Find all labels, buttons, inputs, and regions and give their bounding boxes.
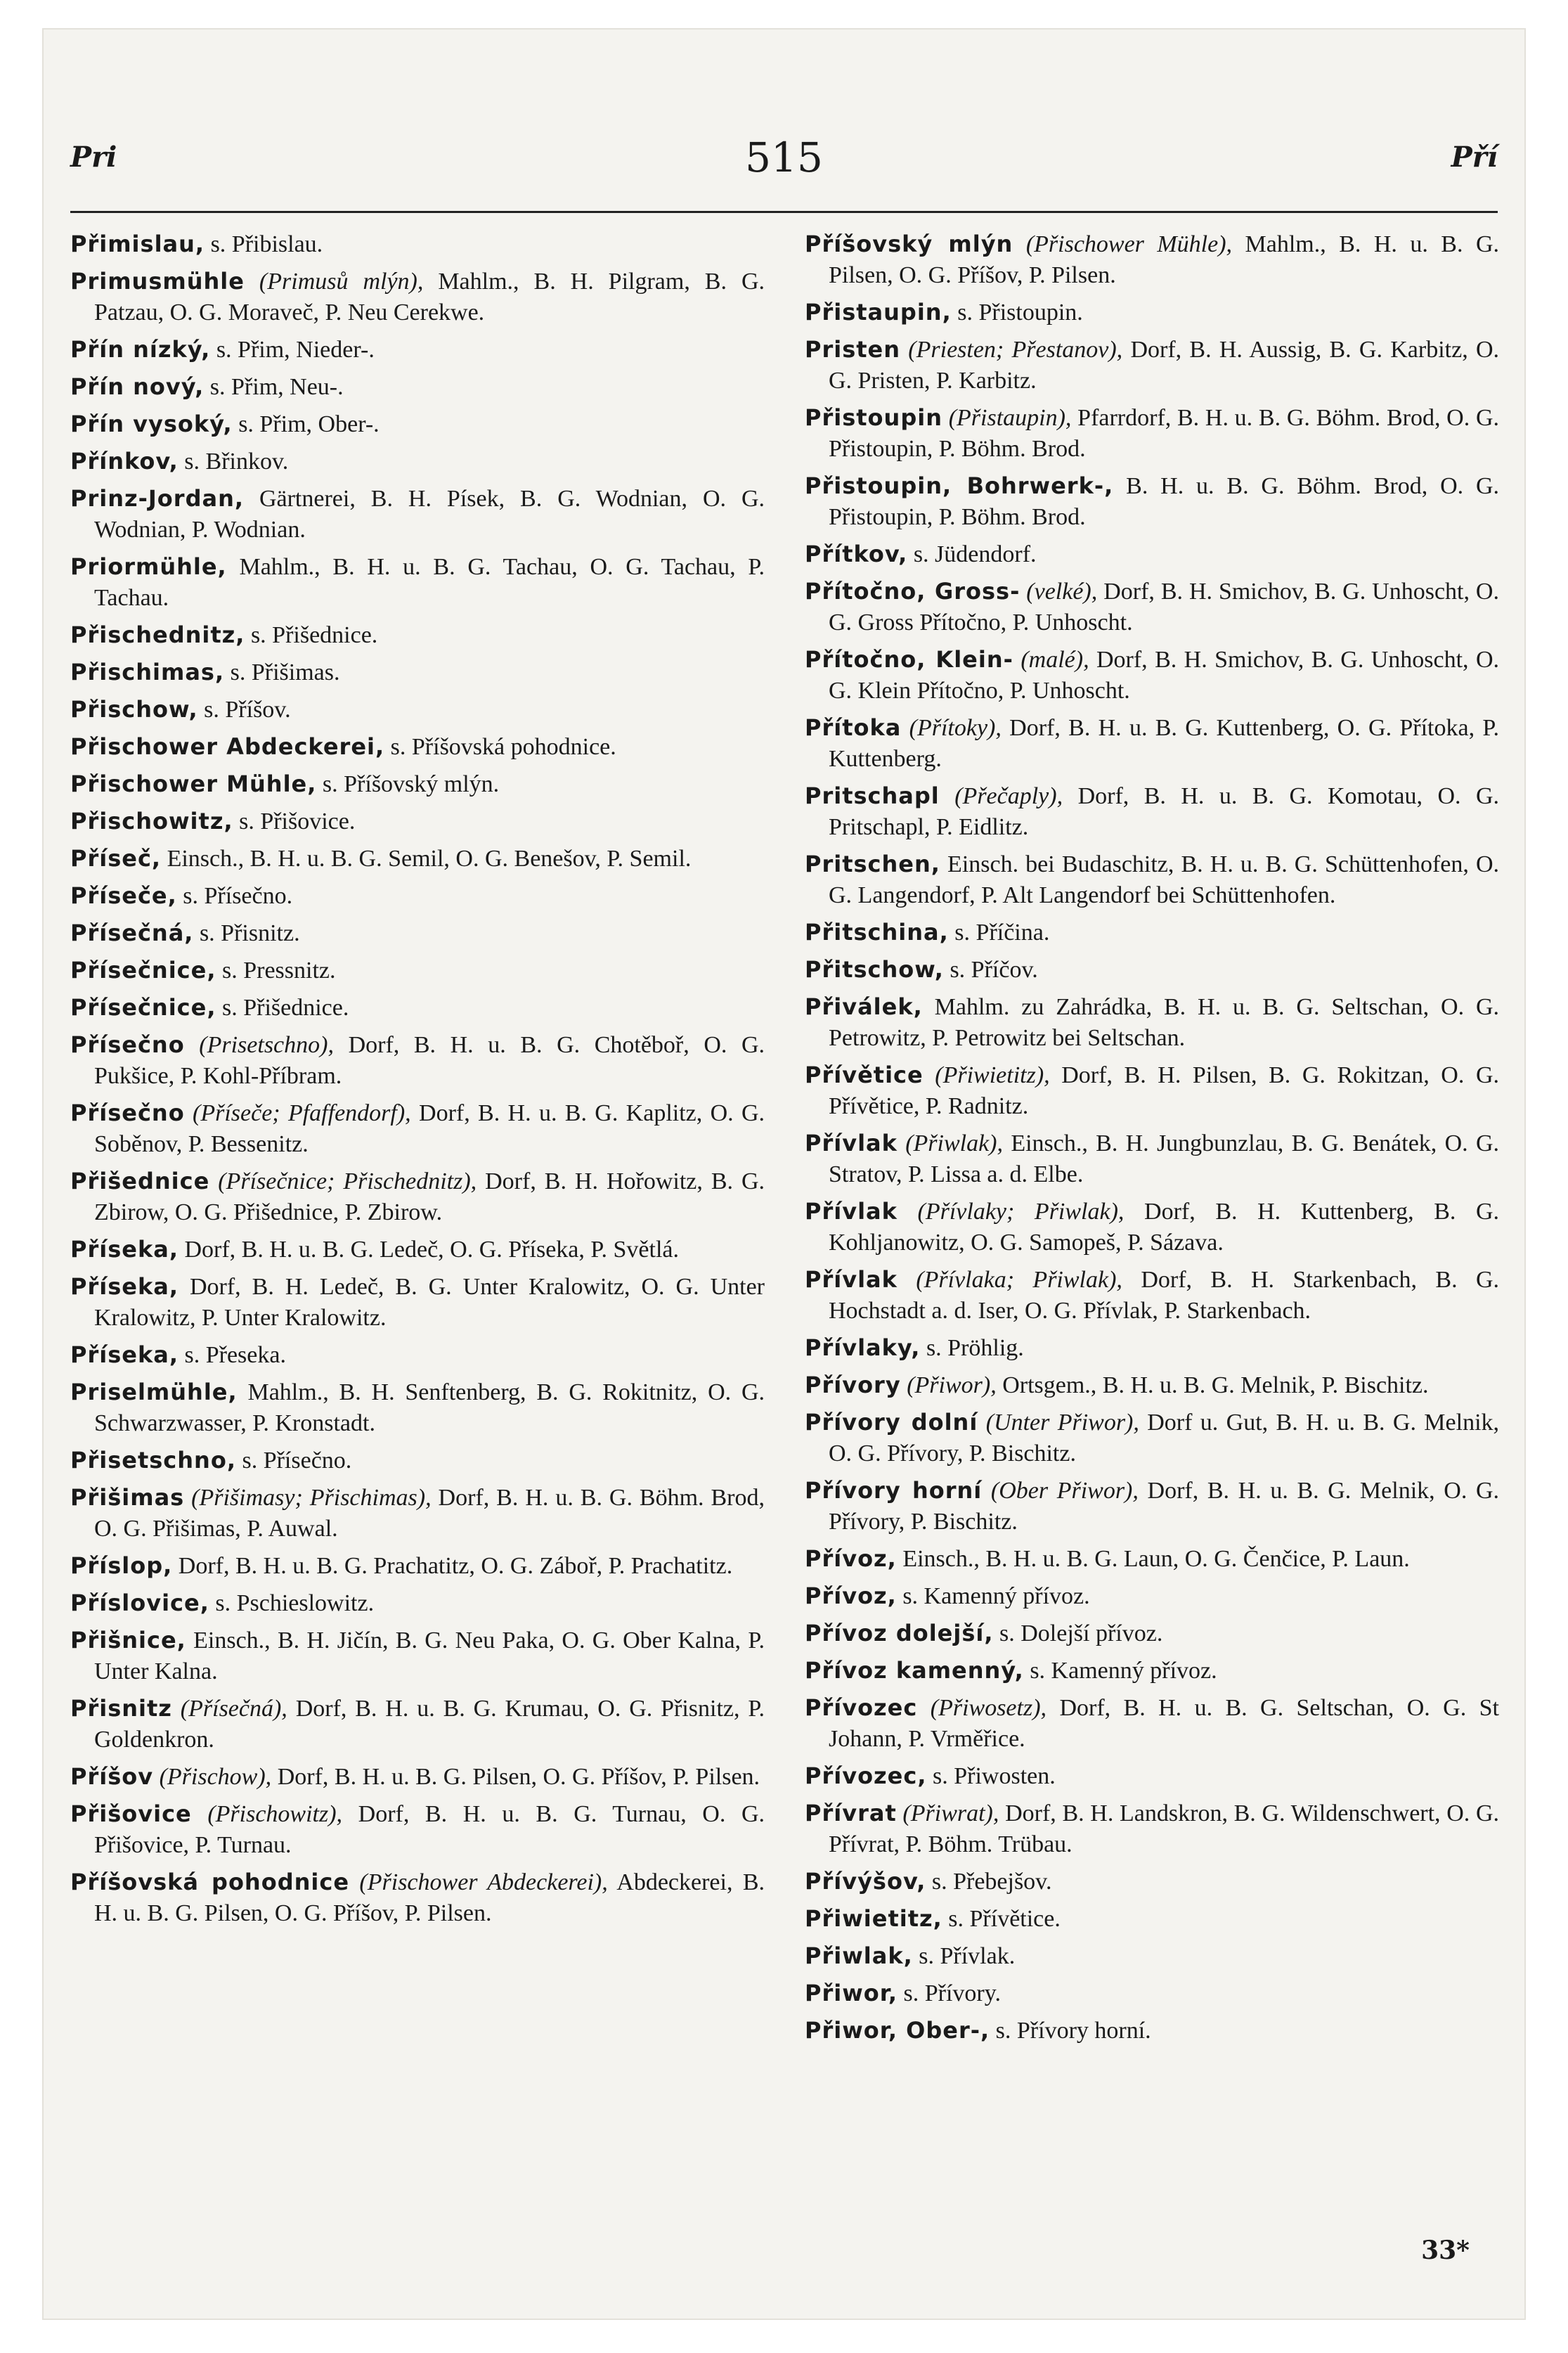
entry-headword: Přívlak [805,1130,898,1156]
entry-description: s. Přim, Nieder-. [216,337,375,363]
dictionary-entry [70,1029,765,1092]
dictionary-entry [70,1693,765,1755]
entry-headword: Příseč, [70,845,162,872]
dictionary-entry [805,1618,1499,1649]
entry-headword: Pritschapl [805,782,940,809]
entry-alternate-name: (Přečaply), [954,783,1063,809]
entry-description: Dorf, B. H. u. B. G. Turnau, O. G. Přišovice, P. Turnau. [94,1801,765,1858]
entry-headword: Příšov [70,1763,154,1790]
entry-description: Dorf, B. H. Smichov, B. G. Unhoscht, O. G. Gross Přítočno, P. Unhoscht. [829,579,1499,636]
entry-headword: Pristen [805,336,901,363]
entry-headword: Přívlak [805,1266,898,1293]
entry-headword: Prinz-Jordan, [70,485,244,512]
entry-alternate-name: (Primusů mlýn), [259,269,424,295]
entry-description: Dorf, B. H. u. B. G. Kuttenberg, O. G. Přítoka, P. Kuttenberg. [829,715,1500,772]
left-column [70,228,765,1935]
dictionary-entry [70,806,765,837]
entry-headword: Přívory dolní [805,1409,978,1436]
entry-headword: Pritschen, [805,851,940,877]
entry-description: Dorf, B. H. Ledeč, B. G. Unter Kralowitz, O. G. Unter Kralowitz, P. Unter Kralowitz. [94,1274,765,1331]
entry-alternate-name: (Přiwlak), [905,1130,1004,1156]
entry-headword: Přišovice [70,1800,192,1827]
dictionary-entry [70,1445,765,1476]
entry-description: s. Přívory horní. [995,2018,1151,2044]
entry-description: s. Příčov. [950,957,1038,983]
entry-alternate-name: (Přísečná), [180,1696,287,1722]
dictionary-entry [805,1332,1499,1364]
dictionary-entry [805,297,1499,328]
entry-alternate-name: (Přiwietitz), [935,1062,1050,1088]
entry-description: Mahlm., B. H. Senftenberg, B. G. Rokitnitz, O. G. Schwarzwasser, P. Kronstadt. [94,1379,765,1436]
entry-description: Einsch., B. H. u. B. G. Laun, O. G. Čenčice, P. Laun. [902,1546,1410,1572]
dictionary-entry [70,334,765,366]
entry-description: s. Přistoupin. [957,299,1083,325]
dictionary-entry [805,1196,1499,1258]
entry-alternate-name: (Přítoky), [909,715,1002,741]
entry-headword: Přívozec [805,1694,918,1721]
entry-headword: Přiwlak, [805,1942,913,1969]
signature-mark: 33* [1421,2236,1470,2265]
entry-description: Dorf, B. H. Hořowitz, B. G. Zbirow, O. G. Přišednice, P. Zbirow. [94,1168,765,1225]
entry-headword: Přitschina, [805,919,949,946]
entry-alternate-name: (Přischower Mühle), [1025,231,1233,257]
entry-headword: Příseka, [70,1273,179,1300]
dictionary-entry [70,1625,765,1687]
entry-description: Dorf, B. H. Starkenbach, B. G. Hochstadt a. d. Iser, O. G. Přívlak, P. Starkenbach. [829,1267,1500,1324]
entry-description: Dorf, B. H. u. B. G. Seltschan, O. G. St Johann, P. Vrměřice. [829,1695,1499,1752]
page-sheet [42,28,1526,2320]
entry-description: s. Přísečno. [242,1448,352,1474]
entry-headword: Přiválek, [805,993,923,1020]
entry-headword: Primusmühle [70,268,245,295]
entry-headword: Přišednice [70,1168,210,1194]
entry-alternate-name: (Příseče; Pfaffendorf), [193,1100,411,1126]
dictionary-entry [805,712,1499,775]
entry-description: s. Kamenný přívoz. [902,1583,1090,1609]
dictionary-entry [70,917,765,949]
dictionary-entry [70,266,765,328]
dictionary-entry [70,694,765,726]
header-rule [70,211,1498,213]
entry-description: Mahlm. zu Zahrádka, B. H. u. B. G. Seltschan, O. G. Petrowitz, P. Petrowitz bei Seltschan. [829,994,1500,1051]
entry-alternate-name: (Přistaupin), [948,405,1072,431]
entry-description: Dorf, B. H. u. B. G. Komotau, O. G. Pritschapl, P. Eidlitz. [829,783,1500,840]
dictionary-entry [70,1271,765,1334]
dictionary-entry [805,402,1499,465]
entry-description: Dorf, B. H. u. B. G. Melnik, O. G. Přívory, P. Bischitz. [829,1478,1499,1535]
entry-alternate-name: (Přísečnice; Přischednitz), [218,1168,477,1194]
entry-headword: Přiwor, Ober-, [805,2017,990,2044]
entry-alternate-name: (Priesten; Přestanov), [908,337,1123,363]
dictionary-entry [805,780,1499,843]
entry-description: Dorf, B. H. Smichov, B. G. Unhoscht, O. G. Klein Přítočno, P. Unhoscht. [829,647,1500,704]
dictionary-entry [805,539,1499,570]
entry-description: Pfarrdorf, B. H. u. B. G. Böhm. Brod, O. G. Přistoupin, P. Böhm. Brod. [829,405,1500,462]
dictionary-entry [805,1128,1499,1190]
dictionary-entry [805,991,1499,1054]
dictionary-entry [805,470,1499,533]
right-column [805,228,1499,2052]
dictionary-entry [70,955,765,986]
dictionary-entry [70,408,765,440]
dictionary-entry [805,1760,1499,1792]
entry-description: Ortsgem., B. H. u. B. G. Melnik, P. Bischitz. [1002,1372,1429,1398]
entry-headword: Příslovice, [70,1590,209,1616]
dictionary-entry [805,1978,1499,2009]
entry-description: s. Jüdendorf. [913,541,1037,567]
entry-description: s. Přišednice. [222,995,349,1021]
entry-alternate-name: (Přívlaka; Přiwlak), [916,1267,1122,1293]
entry-description: s. Přebejšov. [931,1869,1052,1895]
entry-description: s. Přišimas. [230,659,340,685]
dictionary-entry [805,1059,1499,1122]
entry-description: Dorf u. Gut, B. H. u. B. G. Melnik, O. G. Přívory, P. Bischitz. [829,1410,1500,1466]
dictionary-entry [805,1655,1499,1687]
entry-description: Dorf, B. H. u. B. G. Ledeč, O. G. Příseka, P. Světlá. [184,1237,680,1263]
entry-headword: Přívozec, [805,1762,927,1789]
entry-description: Dorf, B. H. Pilsen, B. G. Rokitzan, O. G. Přívětice, P. Radnitz. [829,1062,1499,1119]
entry-description: B. H. u. B. G. Böhm. Brod, O. G. Přistoupin, P. Böhm. Brod. [829,473,1500,530]
dictionary-entry [70,1587,765,1619]
entry-headword: Přívrat [805,1800,897,1826]
entry-description: s. Přeseka. [184,1342,286,1368]
entry-description: Einsch. bei Budaschitz, B. H. u. B. G. Schüttenhofen, O. G. Langendorf, P. Alt Langendorf bei Schüttenhofen. [829,851,1500,908]
entry-description: Dorf, B. H. u. B. G. Chotěboř, O. G. Pukšice, P. Kohl-Příbram. [94,1032,765,1089]
dictionary-entry [805,1369,1499,1401]
dictionary-entry [805,228,1499,291]
dictionary-entry [70,1097,765,1160]
entry-description: Mahlm., B. H. u. B. G. Pilsen, O. G. Příšov, P. Pilsen. [829,231,1500,288]
entry-headword: Přívory [805,1372,901,1398]
dictionary-entry [70,1482,765,1545]
entry-headword: Přiwor, [805,1980,898,2006]
entry-description: s. Přiwosten. [933,1763,1056,1789]
entry-headword: Příslop, [70,1552,173,1579]
entry-description: Mahlm., B. H. u. B. G. Tachau, O. G. Tachau, P. Tachau. [94,554,765,611]
dictionary-entry [805,334,1499,397]
entry-description: Dorf, B. H. u. B. G. Prachatitz, O. G. Záboř, P. Prachatitz. [178,1553,733,1579]
entry-headword: Příšovský mlýn [805,231,1013,257]
entry-headword: Přisetschno, [70,1447,236,1474]
entry-headword: Přítkov, [805,541,908,567]
entry-alternate-name: (Přischowitz), [207,1801,343,1827]
entry-headword: Přítočno, Gross- [805,578,1021,605]
entry-headword: Příseče, [70,882,177,909]
dictionary-entry [805,2015,1499,2046]
dictionary-entry [805,1798,1499,1860]
entry-headword: Přísečno [70,1031,185,1058]
entry-description: s. Břinkov. [184,449,289,475]
dictionary-entry [805,1475,1499,1537]
entry-description: Dorf, B. H. u. B. G. Pilsen, O. G. Příšov, P. Pilsen. [277,1764,760,1790]
entry-description: Dorf, B. H. Kuttenberg, B. G. Kohljanowitz, O. G. Samopeš, P. Sázava. [829,1199,1500,1256]
entry-headword: Přívoz, [805,1545,897,1572]
dictionary-entry [805,849,1499,911]
dictionary-entry [70,1798,765,1861]
entry-description: Einsch., B. H. u. B. G. Semil, O. G. Benešov, P. Semil. [167,846,692,872]
entry-alternate-name: (Přišimasy; Přischimas), [191,1485,432,1511]
entry-headword: Přívětice [805,1062,924,1088]
entry-headword: Přistaupin, [805,299,952,325]
dictionary-entry [70,992,765,1024]
dictionary-entry [70,371,765,403]
dictionary-entry [805,644,1499,707]
entry-headword: Příseka, [70,1341,179,1368]
entry-description: s. Kamenný přívoz. [1030,1658,1217,1684]
entry-headword: Přínkov, [70,448,179,475]
dictionary-entry [805,576,1499,638]
entry-alternate-name: (Přiwrat), [902,1800,999,1826]
dictionary-entry [70,731,765,763]
entry-headword: Přívoz, [805,1582,897,1609]
entry-headword: Priormühle, [70,553,227,580]
dictionary-entry [70,1339,765,1371]
entry-headword: Přín nový, [70,373,205,400]
dictionary-entry [70,1234,765,1265]
entry-headword: Přín vysoký, [70,411,233,437]
entry-headword: Přišimas [70,1484,185,1511]
entry-description: Dorf, B. H. u. B. G. Kaplitz, O. G. Soběnov, P. Bessenitz. [94,1100,765,1157]
entry-description: s. Přívětice. [948,1906,1061,1932]
page-number: 515 [745,134,823,181]
dictionary-entry [70,880,765,912]
entry-description: s. Přišovice. [239,808,356,834]
entry-headword: Přischowitz, [70,808,233,834]
entry-description: s. Pressnitz. [222,958,336,984]
dictionary-entry [805,1692,1499,1755]
entry-description: s. Příšovská pohodnice. [390,734,616,760]
entry-description: s. Přim, Ober-. [238,411,380,437]
dictionary-entry [805,917,1499,948]
dictionary-entry [805,954,1499,986]
entry-headword: Přívýšov, [805,1868,926,1895]
entry-description: s. Přisnitz. [199,920,300,946]
dictionary-entry [70,1377,765,1439]
entry-headword: Přischower Mühle, [70,771,317,797]
entry-description: Dorf, B. H. Landskron, B. G. Wildenschwert, O. G. Přívrat, P. Böhm. Trübau. [829,1800,1500,1857]
entry-description: Einsch., B. H. Jičín, B. G. Neu Paka, O. G. Ober Kalna, P. Unter Kalna. [94,1627,765,1684]
entry-headword: Přimislau, [70,231,205,257]
entry-headword: Přívoz kamenný, [805,1657,1024,1684]
dictionary-entry [70,483,765,546]
entry-description: s. Přibislau. [210,231,323,257]
entry-description: s. Pschieslowitz. [215,1590,375,1616]
entry-description: Abdeckerei, B. H. u. B. G. Pilsen, O. G. Příšov, P. Pilsen. [94,1869,765,1926]
entry-description: s. Příčina. [954,920,1050,946]
entry-description: s. Přišednice. [250,622,378,648]
entry-alternate-name: (Unter Přiwor), [985,1410,1139,1436]
entry-description: s. Pröhlig. [926,1335,1024,1361]
entry-headword: Přísečnice, [70,957,216,984]
dictionary-entry [70,1761,765,1793]
dictionary-entry [70,768,765,800]
entry-alternate-name: (Ober Přiwor), [990,1478,1139,1504]
dictionary-entry [70,1166,765,1228]
entry-headword: Přischednitz, [70,621,245,648]
entry-alternate-name: (malé), [1021,647,1089,673]
dictionary-entry [70,551,765,614]
entry-headword: Přítoka [805,714,902,741]
dictionary-entry [805,1580,1499,1612]
dictionary-entry [70,1867,765,1929]
entry-alternate-name: (Prisetschno), [199,1032,334,1058]
header-right-guideword: Pří [1451,141,1498,174]
dictionary-entry [805,1264,1499,1327]
entry-headword: Přín nízký, [70,336,211,363]
dictionary-entry [805,1543,1499,1575]
entry-description: s. Dolejší přívoz. [999,1620,1163,1646]
entry-headword: Přítočno, Klein- [805,646,1013,673]
dictionary-entry [805,1940,1499,1972]
entry-description: Mahlm., B. H. Pilgram, B. G. Patzau, O. G. Moraveč, P. Neu Cerekwe. [94,269,765,325]
entry-headword: Příšovská pohodnice [70,1869,350,1895]
entry-description: s. Příšovský mlýn. [322,771,500,797]
entry-description: s. Příšov. [204,697,291,723]
entry-headword: Příseka, [70,1236,179,1263]
entry-headword: Priselmühle, [70,1379,238,1405]
entry-description: Dorf, B. H. u. B. G. Krumau, O. G. Přisnitz, P. Goldenkron. [94,1696,765,1753]
entry-headword: Přitschow, [805,956,944,983]
entry-alternate-name: (Přiwor), [907,1372,997,1398]
page-header [70,112,1498,204]
entry-headword: Přívlak [805,1198,898,1225]
entry-headword: Přísečná, [70,920,194,946]
entry-headword: Přisnitz [70,1695,172,1722]
entry-headword: Přívoz dolejší, [805,1620,994,1646]
dictionary-entry [805,1903,1499,1935]
entry-description: s. Přívory. [903,1980,1002,2006]
entry-headword: Přischower Abdeckerei, [70,733,385,760]
dictionary-entry [805,1866,1499,1897]
entry-headword: Přischow, [70,696,198,723]
entry-description: s. Přísečno. [183,883,293,909]
entry-headword: Přísečno [70,1100,185,1126]
entry-description: Gärtnerei, B. H. Písek, B. G. Wodnian, O. G. Wodnian, P. Wodnian. [94,486,765,543]
entry-description: s. Přim, Neu-. [209,374,344,400]
header-left-guideword: Pri [70,141,117,174]
dictionary-entry [70,843,765,875]
dictionary-entry [805,1407,1499,1469]
dictionary-entry [70,446,765,477]
entry-description: s. Přívlak. [919,1943,1016,1969]
entry-alternate-name: (Přischow), [159,1764,272,1790]
dictionary-entry [70,1550,765,1582]
entry-headword: Přischimas, [70,659,225,685]
dictionary-entry [70,228,765,260]
entry-alternate-name: (Přischower Abdeckerei), [359,1869,608,1895]
entry-headword: Přísečnice, [70,994,216,1021]
entry-alternate-name: (velké), [1026,579,1098,605]
entry-headword: Přistoupin, Bohrwerk-, [805,472,1114,499]
entry-headword: Přívory horní [805,1477,983,1504]
entry-description: Einsch., B. H. Jungbunzlau, B. G. Benátek, O. G. Stratov, P. Lissa a. d. Elbe. [829,1130,1500,1187]
entry-headword: Přišnice, [70,1627,186,1653]
dictionary-entry [70,619,765,651]
entry-description: Dorf, B. H. Aussig, B. G. Karbitz, O. G. Pristen, P. Karbitz. [829,337,1499,394]
entry-alternate-name: (Přiwosetz), [930,1695,1047,1721]
entry-alternate-name: (Přívlaky; Přiwlak), [917,1199,1125,1225]
entry-headword: Přívlaky, [805,1334,921,1361]
entry-headword: Přistoupin [805,404,942,431]
dictionary-entry [70,657,765,688]
entry-headword: Přiwietitz, [805,1905,942,1932]
entry-description: Dorf, B. H. u. B. G. Böhm. Brod, O. G. Přišimas, P. Auwal. [94,1485,765,1542]
